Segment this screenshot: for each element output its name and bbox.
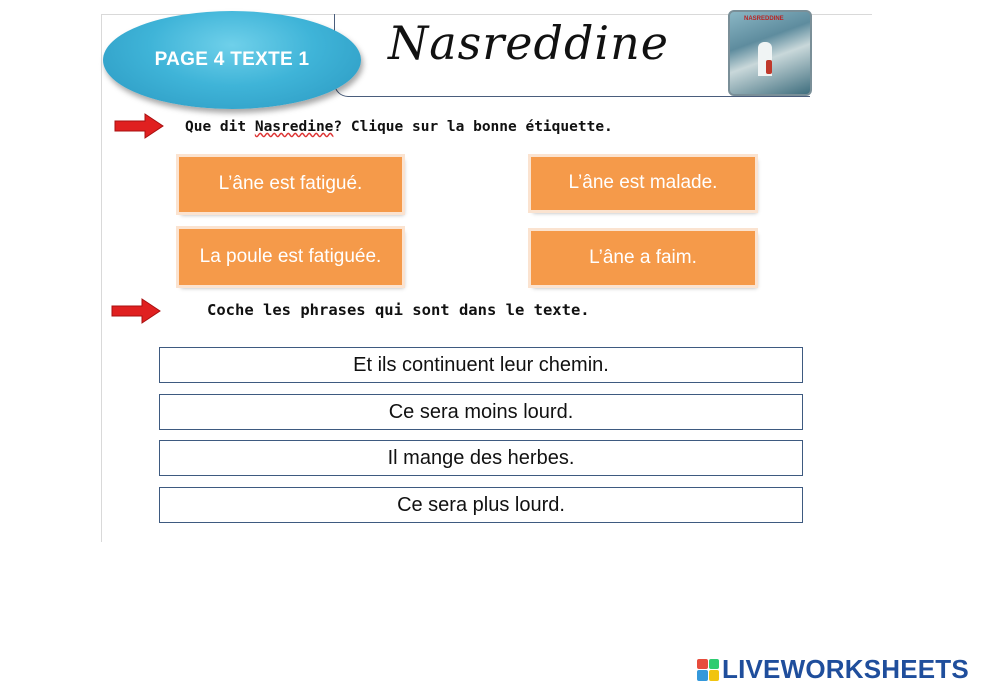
sentence-choice-4[interactable]: Ce sera plus lourd. <box>159 487 803 523</box>
instruction-suffix: ? Clique sur la bonne étiquette. <box>333 119 613 135</box>
answer-tag-2[interactable]: L’âne est malade. <box>531 157 755 210</box>
sentence-choice-1[interactable]: Et ils continuent leur chemin. <box>159 347 803 383</box>
answer-tag-1[interactable]: L’âne est fatigué. <box>179 157 402 212</box>
arrow-right-icon <box>113 113 165 139</box>
instruction-name: Nasredine <box>254 119 334 135</box>
answer-tag-4[interactable]: L’âne a faim. <box>531 231 755 285</box>
liveworksheets-logo-icon <box>697 659 719 681</box>
sentence-choice-2[interactable]: Ce sera moins lourd. <box>159 394 803 430</box>
answer-tag-3[interactable]: La poule est fatiguée. <box>179 229 402 285</box>
brand-name: LIVEWORKSHEETS <box>722 654 969 684</box>
page-badge <box>103 11 361 109</box>
arrow-right-icon <box>110 298 162 324</box>
cover-figure-shape <box>766 60 772 74</box>
page-title: Nasreddine <box>388 16 669 70</box>
sentence-choice-3[interactable]: Il mange des herbes. <box>159 440 803 476</box>
liveworksheets-brand <box>697 654 969 685</box>
cover-label: NASREDDINE <box>744 16 784 22</box>
question2-instruction: Coche les phrases qui sont dans le texte. <box>207 301 590 319</box>
book-cover-image <box>728 10 812 96</box>
page-badge-label: PAGE 4 TEXTE 1 <box>154 49 310 70</box>
instruction-prefix: Que dit <box>185 119 255 135</box>
question1-instruction <box>185 119 613 135</box>
